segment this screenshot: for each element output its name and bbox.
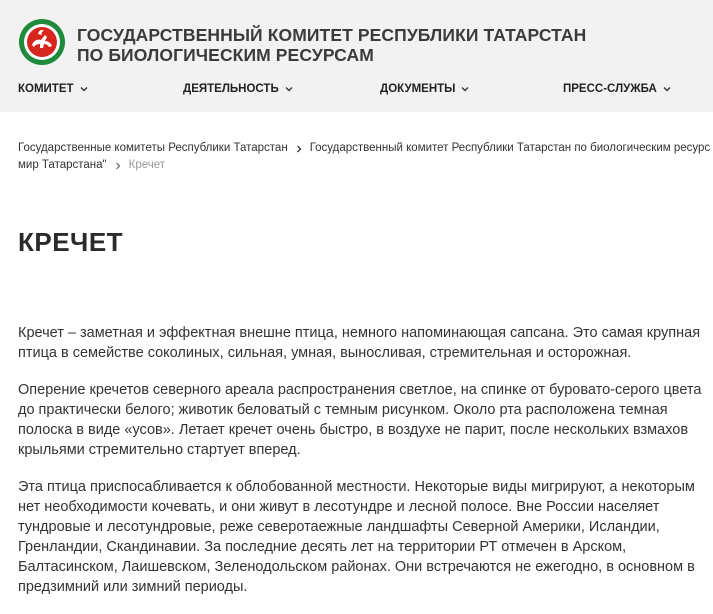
- article-paragraph: Оперение кречетов северного ареала распространения светлое, на спинке от буровато-серого цвета до практически белого; животик беловатый с темным рисунком. Около рта расположена темная полоска в виде «усов». Летает кречет очень быстро, в воздухе не парит, после нескольких взмахов крыльями стремительно стартует вперед.: [18, 382, 702, 458]
- breadcrumb-line: [18, 157, 713, 174]
- breadcrumb: [18, 140, 713, 174]
- chevron-right-icon: [113, 161, 123, 171]
- nav-item-documents[interactable]: [380, 83, 470, 95]
- chevron-down-icon: [284, 84, 294, 94]
- chevron-right-icon: [294, 144, 304, 154]
- chevron-down-icon: [79, 84, 89, 94]
- nav-item-committee[interactable]: [18, 83, 89, 95]
- nav-item-press[interactable]: [563, 83, 672, 95]
- breadcrumb-line: [18, 140, 713, 157]
- nav-item-label: ДОКУМЕНТЫ: [380, 83, 456, 95]
- chevron-down-icon: [460, 84, 470, 94]
- organization-title-line1: ГОСУДАРСТВЕННЫЙ КОМИТЕТ РЕСПУБЛИКИ ТАТАРСТАН: [77, 25, 587, 45]
- nav-item-label: ПРЕСС-СЛУЖБА: [563, 83, 657, 95]
- article-paragraph: Эта птица приспосабливается к облобованной местности. Некоторые виды мигрируют, а некоторым нет необходимости кочевать, и они живут в лесотундре и лесной полосе. Вне России населяет тундровые и лесотундровые, реже северотаежные ландшафты Северной Америки, Исландии, Гренландии, Скандинавии. За последние десять лет на территории РТ отмечен в Арском, Балтасинском, Лаишевском, Зеленодольском районах. Они встречаются не ежегодно, в основном в предзимний или зимний периоды.: [18, 479, 695, 595]
- breadcrumb-link-committee-cont[interactable]: мир Татарстана": [18, 159, 107, 171]
- main-nav: [0, 83, 713, 99]
- organization-title[interactable]: [77, 25, 707, 65]
- site-header: [0, 0, 713, 112]
- nav-item-label: ДЕЯТЕЛЬНОСТЬ: [183, 83, 279, 95]
- nav-item-label: КОМИТЕТ: [18, 83, 74, 95]
- chevron-down-icon: [662, 84, 672, 94]
- nav-item-activity[interactable]: [183, 83, 294, 95]
- breadcrumb-current: Кречет: [128, 159, 166, 171]
- article-paragraph: Кречет – заметная и эффектная внешне птица, немного напоминающая сапсана. Это самая крупная птица в семействе соколиных, сильная, умная, выносливая, стремительная и осторожная.: [18, 325, 701, 361]
- organization-title-line2: ПО БИОЛОГИЧЕСКИМ РЕСУРСАМ: [77, 45, 374, 65]
- breadcrumb-link-committee[interactable]: Государственный комитет Республики Татарстан по биологическим ресурс: [309, 142, 711, 154]
- breadcrumb-link-state-committees[interactable]: Государственные комитеты Республики Татарстан: [18, 142, 288, 154]
- article-body: [18, 323, 708, 614]
- tatarstan-emblem-icon[interactable]: [18, 18, 66, 66]
- page-title: КРЕЧЕТ: [18, 227, 124, 257]
